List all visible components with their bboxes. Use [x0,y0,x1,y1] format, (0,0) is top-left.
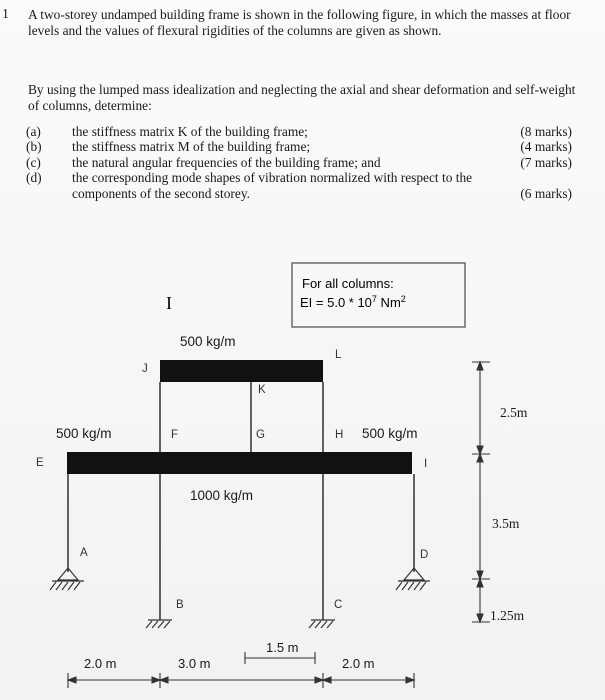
support-c [309,620,335,628]
part-marks: (8 marks) [520,124,572,139]
question-number: 1 [2,7,9,22]
question-intro: A two-storey undamped building frame is shown in the following figure, in which the masses at floor levels and the values of flexural rigidities of the columns are given as shown. [28,7,571,38]
part-text: the stiffness matrix K of the building frame; [72,124,308,139]
node-label-e: E [36,457,44,469]
info-line-2: EI = $5.0 * 10^7$ Nm$^2$ [300,294,406,310]
top-floor-beam [160,360,323,382]
dimension-label: 1.5 m [266,640,299,655]
part-label: (c) [26,154,41,170]
part-label: (d) [26,170,42,186]
dimension-label: 3.0 m [178,656,211,671]
part-text: the stiffness matrix M of the building frame; [72,139,311,155]
node-label-j: J [142,363,148,375]
part-marks: (7 marks) [520,154,572,170]
node-label-g: G [256,429,265,441]
dimension-label: 2.5m [500,405,528,420]
support-b [146,620,172,628]
node-label-f: F [171,429,179,441]
mass-label-left: 500 kg/m [56,426,112,441]
mass-label-bottom: 1000 kg/m [190,488,254,503]
info-line-1: For all columns: [302,276,394,291]
part-text-continued: components of the second storey. [72,185,251,201]
part-marks: (6 marks) [520,185,572,201]
part-text: the corresponding mode shapes of vibration normalized with respect to the [72,170,473,186]
ibeam-symbol: I [166,293,172,313]
node-label-a: A [80,547,88,559]
part-text: the natural angular frequencies of the building frame; and [72,154,381,170]
mass-label-right: 500 kg/m [362,426,418,441]
part-label: (a) [26,124,41,139]
support-d [396,568,430,590]
node-label-b: B [176,599,184,611]
dimension-label: 1.25m [490,608,525,623]
node-label-c: C [334,599,343,611]
node-label-l: L [335,349,342,361]
node-label-h: H [335,429,344,441]
dimension-label: 3.5m [492,516,520,531]
node-label-k: K [258,384,266,396]
part-marks: (4 marks) [520,139,572,155]
mass-label-top: 500 kg/m [180,334,236,349]
node-label-i: I [424,458,428,470]
question-subhead: By using the lumped mass idealization and neglecting the axial and shear deformation and self-weight of columns, determine: [28,82,576,113]
part-label: (b) [26,139,42,155]
node-label-d: D [420,549,429,561]
first-floor-beam [67,452,412,474]
right-dimension-line [472,362,490,622]
support-a [50,568,84,590]
dimension-label: 2.0 m [84,656,117,671]
dimension-label: 2.0 m [342,656,375,671]
